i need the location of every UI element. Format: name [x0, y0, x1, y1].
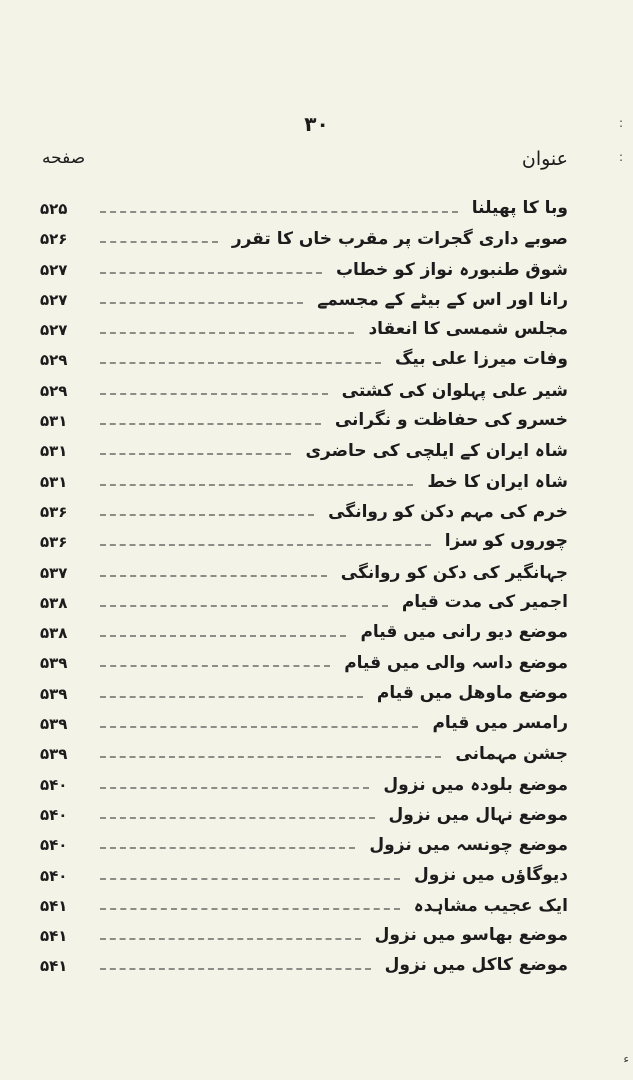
dot-leader — [100, 908, 400, 910]
toc-entry-page: ۵۴۱ — [40, 957, 68, 976]
toc-entry — [40, 620, 568, 650]
toc-entry-page: ۵۳۹ — [40, 654, 68, 673]
dot-leader — [100, 302, 303, 304]
toc-entry-page: ۵۲۹ — [40, 351, 68, 370]
toc-entry-title: چوروں کو سزا — [444, 531, 568, 552]
dot-leader — [100, 605, 388, 607]
dot-leader — [100, 514, 314, 516]
toc-entry-title: رامسر میں قیام — [432, 713, 568, 734]
toc-entry-page: ۵۲۷ — [40, 321, 68, 340]
dot-leader — [100, 938, 361, 940]
toc-entry-title: خسرو کی حفاظت و نگرانی — [334, 410, 568, 431]
dot-leader — [100, 635, 346, 637]
toc-entry-title: وبا کا پھیلنا — [471, 198, 568, 218]
toc-entry-title: موضع نہال میں نزول — [388, 804, 568, 825]
dot-leader — [100, 272, 322, 274]
toc-entry-page: ۵۳۱ — [40, 442, 68, 461]
dot-leader — [100, 787, 369, 789]
title-column-heading: عنوان — [521, 148, 568, 170]
toc-entry-page: ۵۲۹ — [40, 381, 68, 400]
toc-entry — [40, 681, 568, 711]
dot-leader — [100, 544, 431, 546]
toc-entry-title: موضع داسہ والی میں قیام — [344, 653, 568, 674]
toc-entry-page: ۵۴۱ — [40, 896, 68, 915]
dot-leader — [100, 878, 400, 880]
dot-leader — [100, 484, 413, 486]
toc-entry — [40, 378, 568, 408]
toc-header — [40, 148, 568, 174]
page-number: ۳۰ — [304, 112, 329, 136]
toc-entry-page: ۵۲۷ — [40, 290, 68, 309]
toc-entry — [40, 257, 568, 287]
toc-entry-title: موضع چونسہ میں نزول — [369, 835, 568, 856]
toc-entry — [40, 287, 568, 317]
toc-entry-title: شاہ ایران کا خط — [427, 471, 568, 492]
dot-leader — [100, 726, 418, 728]
toc-entry-page: ۵۲۵ — [40, 200, 68, 218]
dot-leader — [100, 968, 371, 970]
dot-leader — [100, 393, 328, 395]
toc-entry — [40, 923, 568, 953]
toc-entry-title: شوق طنبورہ نواز کو خطاب — [335, 259, 568, 280]
toc-entry-page: ۵۳۱ — [40, 412, 68, 431]
toc-entry — [40, 650, 568, 680]
toc-entry — [40, 893, 568, 923]
toc-entry-page: ۵۴۰ — [40, 775, 68, 794]
toc-entry — [40, 772, 568, 802]
toc-entry-title: جشن مہمانی — [455, 744, 568, 765]
toc-entry-page: ۵۴۰ — [40, 805, 68, 824]
toc-entry-title: وفات میرزا علی بیگ — [394, 349, 568, 370]
toc-entry — [40, 347, 568, 377]
toc-entry-page: ۵۳۹ — [40, 715, 68, 734]
toc-entry-title: موضع بلودہ میں نزول — [383, 774, 568, 795]
dot-leader — [100, 847, 355, 849]
toc-entry — [40, 711, 568, 741]
margin-mark: ء — [623, 1052, 629, 1066]
dot-leader — [100, 362, 381, 364]
toc-entry-title: موضع بھاسو میں نزول — [374, 925, 568, 946]
toc-entry — [40, 196, 568, 226]
toc-entry — [40, 226, 568, 256]
toc-entry-page: ۵۴۰ — [40, 866, 68, 885]
toc-entry-page: ۵۳۶ — [40, 533, 68, 552]
toc-entry-page: ۵۴۰ — [40, 836, 68, 855]
toc-entry — [40, 953, 568, 983]
dot-leader — [100, 423, 321, 425]
toc-entry-title: رانا اور اس کے بیٹے کے مجسمے — [317, 289, 568, 310]
page-column-heading: صفحه — [42, 148, 86, 168]
toc-entry — [40, 590, 568, 620]
dot-leader — [100, 817, 375, 819]
toc-entry-title: موضع ماوھل میں قیام — [376, 682, 568, 703]
toc-entry — [40, 863, 568, 893]
toc-entry-title: ایک عجیب مشاہدہ — [413, 895, 568, 916]
toc-entry-page: ۵۳۸ — [40, 593, 68, 612]
toc-entry-title: صوبے داری گجرات پر مقرب خاں کا تقرر — [231, 229, 568, 250]
toc-entry-page: ۵۳۹ — [40, 684, 68, 703]
toc-entry-title: شاہ ایران کے ایلچی کی حاضری — [305, 441, 568, 462]
toc-entry — [40, 802, 568, 832]
margin-mark: : — [618, 150, 623, 164]
toc-entry — [40, 469, 568, 499]
dot-leader — [100, 665, 330, 667]
toc-entry — [40, 560, 568, 590]
toc-entry — [40, 741, 568, 771]
dot-leader — [100, 575, 327, 577]
toc-entry-page: ۵۴۱ — [40, 927, 68, 946]
toc-entry-title: دیوگاؤں میں نزول — [414, 864, 568, 885]
dot-leader — [100, 211, 458, 213]
margin-mark: : — [618, 116, 623, 130]
toc-entry-title: جہانگیر کی دکن کو روانگی — [340, 562, 568, 583]
toc-entry-page: ۵۳۹ — [40, 745, 68, 764]
dot-leader — [100, 453, 291, 455]
toc-entry-page: ۵۳۱ — [40, 472, 68, 491]
toc-entry — [40, 317, 568, 347]
dot-leader — [100, 696, 363, 698]
table-of-contents — [40, 196, 568, 984]
toc-entry-page: ۵۳۸ — [40, 624, 68, 643]
toc-entry-title: اجمیر کی مدت قیام — [401, 591, 568, 612]
toc-entry-page: ۵۳۷ — [40, 563, 68, 582]
dot-leader — [100, 332, 354, 334]
toc-entry — [40, 832, 568, 862]
toc-entry-page: ۵۲۷ — [40, 260, 68, 279]
toc-entry-page: ۵۲۶ — [40, 230, 68, 249]
toc-entry-page: ۵۳۶ — [40, 502, 68, 521]
toc-entry — [40, 408, 568, 438]
dot-leader — [100, 241, 218, 243]
toc-entry-title: موضع کاکل میں نزول — [384, 955, 568, 976]
toc-entry-title: خرم کی مہم دکن کو روانگی — [328, 501, 568, 522]
toc-entry-title: مجلس شمسی کا انعقاد — [368, 319, 568, 340]
dot-leader — [100, 756, 441, 758]
toc-entry — [40, 499, 568, 529]
toc-entry — [40, 529, 568, 559]
toc-entry — [40, 438, 568, 468]
toc-entry-title: شیر علی پہلوان کی کشتی — [341, 380, 568, 401]
toc-entry-title: موضع دیو رانی میں قیام — [360, 622, 568, 643]
